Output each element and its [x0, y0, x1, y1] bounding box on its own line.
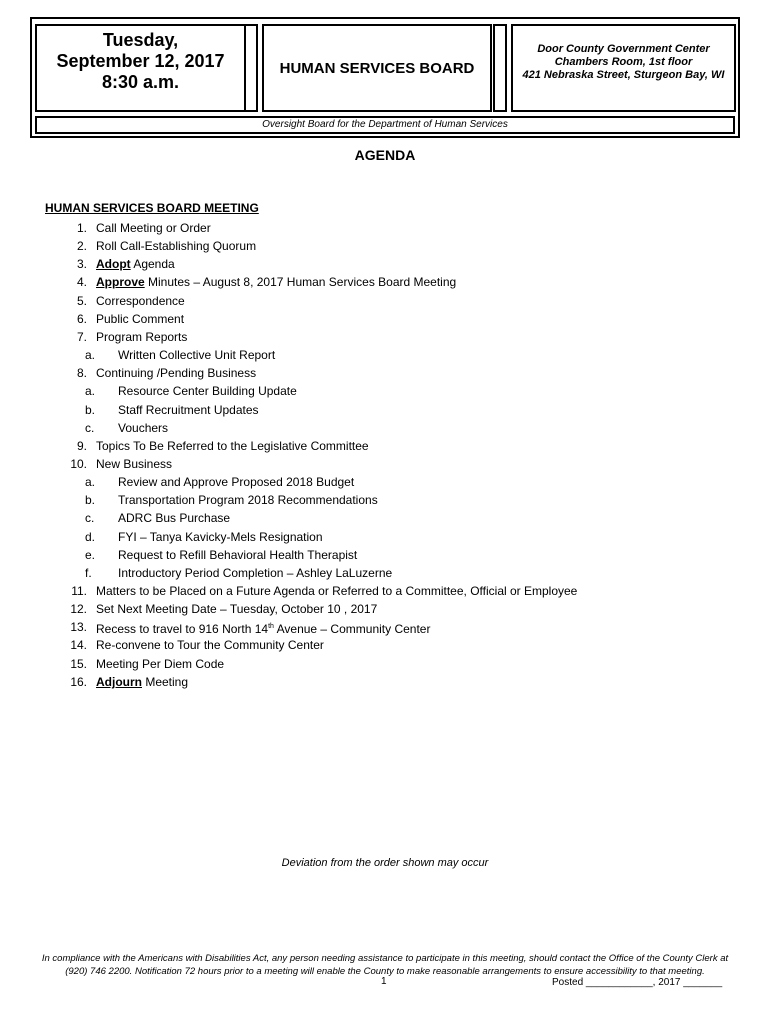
- item-number: a.: [85, 384, 96, 399]
- item-text: [96, 673, 188, 691]
- location-line-3: 421 Nebraska Street, Sturgeon Bay, WI: [522, 69, 725, 81]
- item-number: c.: [85, 420, 95, 435]
- page-number: 1: [381, 976, 387, 987]
- item-text: [96, 582, 577, 600]
- section-title: HUMAN SERVICES BOARD MEETING: [45, 201, 259, 215]
- item-number: 8.: [76, 366, 87, 381]
- item-text: [96, 600, 377, 618]
- item-number: a.: [85, 348, 96, 363]
- item-number: f.: [85, 565, 92, 580]
- item-text: [118, 346, 275, 364]
- item-number: b.: [85, 493, 96, 508]
- item-description: Introductory Period Completion – Ashley LaLuzerne: [118, 565, 393, 580]
- meeting-time: 8:30 a.m.: [101, 72, 180, 92]
- item-number: 15.: [70, 656, 87, 671]
- item-text: [96, 655, 224, 673]
- item-description: Resource Center Building Update: [118, 384, 297, 399]
- ada-notice-line-1: In compliance with the Americans with Disabilities Act, any person needing assistance to participate in this meeting, should contact the Office of the County Clerk at: [41, 953, 729, 964]
- item-text: [96, 636, 324, 654]
- item-number: 6.: [76, 311, 87, 326]
- item-number: a.: [85, 475, 96, 490]
- item-number: e.: [85, 547, 96, 562]
- location: [511, 43, 736, 82]
- board-name: HUMAN SERVICES BOARD: [279, 60, 475, 77]
- item-number: 11.: [71, 584, 87, 598]
- header-box: [30, 17, 740, 138]
- item-action: Approve: [96, 275, 145, 290]
- item-number: b.: [85, 402, 96, 417]
- item-number: 7.: [76, 329, 87, 344]
- deviation-note: Deviation from the order shown may occur: [281, 857, 489, 869]
- item-text: [118, 546, 357, 564]
- item-description: FYI – Tanya Kavicky-Mels Resignation: [118, 529, 323, 544]
- item-text: [96, 273, 456, 291]
- item-number: 13.: [70, 620, 87, 635]
- item-number: 5.: [76, 293, 87, 308]
- item-superscript: th: [268, 623, 274, 631]
- item-description: Public Comment: [96, 311, 185, 326]
- ada-notice-line-2: (920) 746 2200. Notification 72 hours prior to a meeting will enable the County to make reasonable arrangements to ensure accessibility to that meeting.: [65, 966, 705, 977]
- item-description: New Business: [96, 456, 173, 471]
- item-number: c.: [85, 511, 95, 526]
- item-description: ADRC Bus Purchase: [118, 511, 231, 526]
- item-description: Recess to travel to 916 North 14: [96, 622, 269, 637]
- item-description: Set Next Meeting Date – Tuesday, October 10 , 2017: [96, 602, 378, 617]
- item-text: [118, 473, 354, 491]
- item-description: Minutes – August 8, 2017 Human Services Board Meeting: [144, 275, 457, 290]
- item-number: 1.: [76, 221, 87, 235]
- location-cell: [493, 24, 736, 112]
- item-number: 14.: [70, 638, 87, 653]
- item-text: [118, 509, 230, 527]
- item-text: [96, 255, 175, 273]
- item-text: [118, 528, 323, 546]
- date-line-1: Tuesday,: [102, 30, 179, 50]
- item-number: 3.: [76, 257, 87, 272]
- item-description: Topics To Be Referred to the Legislative Committee: [96, 438, 369, 453]
- board-cell: [244, 24, 492, 112]
- item-description: Staff Recruitment Updates: [118, 402, 259, 417]
- location-line-1: Door County Government Center: [537, 43, 710, 55]
- date-cell: [35, 24, 246, 112]
- item-description: Correspondence: [96, 293, 185, 308]
- location-line-2: Chambers Room, 1st floor: [554, 56, 693, 68]
- item-description-rest: Avenue – Community Center: [273, 622, 431, 637]
- item-description: Request to Refill Behavioral Health Therapist: [118, 547, 358, 562]
- item-text: [118, 564, 392, 582]
- item-text: [96, 292, 185, 310]
- item-description: Roll Call-Establishing Quorum: [96, 239, 257, 254]
- item-description: Matters to be Placed on a Future Agenda or Referred to a Committee, Official or Employee: [96, 584, 578, 598]
- meeting-datetime: [35, 30, 246, 93]
- item-description: Call Meeting or Order: [96, 221, 211, 235]
- item-number: d.: [85, 529, 96, 544]
- item-number: 2.: [76, 239, 87, 254]
- item-text: [96, 237, 256, 255]
- subtitle-bar: [35, 116, 735, 134]
- item-description: Written Collective Unit Report: [118, 348, 276, 363]
- subtitle: Oversight Board for the Department of Human Services: [262, 119, 508, 130]
- item-description: Meeting Per Diem Code: [96, 656, 225, 671]
- item-action: Adopt: [96, 257, 131, 272]
- item-text: [96, 310, 184, 328]
- item-number: 12.: [70, 602, 87, 617]
- item-text: [96, 328, 187, 346]
- item-number: 9.: [76, 438, 87, 453]
- item-text: [96, 219, 211, 237]
- item-text: [96, 437, 369, 455]
- posted-line: Posted ____________, 2017 _______: [552, 977, 723, 988]
- item-description: Transportation Program 2018 Recommendations: [118, 493, 378, 508]
- item-description: Vouchers: [118, 420, 169, 435]
- item-text: [96, 364, 256, 382]
- item-text: [118, 419, 168, 437]
- item-action: Adjourn: [96, 674, 142, 689]
- item-description: Agenda: [130, 257, 175, 272]
- item-number: 10.: [70, 456, 87, 471]
- item-text: [118, 382, 297, 400]
- agenda-title: AGENDA: [354, 147, 416, 163]
- item-text: [118, 401, 259, 419]
- item-description: Program Reports: [96, 329, 188, 344]
- date-line-2: September 12, 2017: [56, 51, 225, 71]
- item-text: [96, 455, 172, 473]
- item-number: 16.: [70, 674, 87, 689]
- item-description: Continuing /Pending Business: [96, 366, 257, 381]
- item-text: [118, 491, 378, 509]
- item-text: [96, 618, 430, 638]
- item-number: 4.: [76, 275, 87, 290]
- item-description: Re-convene to Tour the Community Center: [96, 638, 324, 653]
- ada-notice: [40, 952, 730, 978]
- item-description: Meeting: [142, 674, 189, 689]
- item-description: Review and Approve Proposed 2018 Budget: [118, 475, 355, 490]
